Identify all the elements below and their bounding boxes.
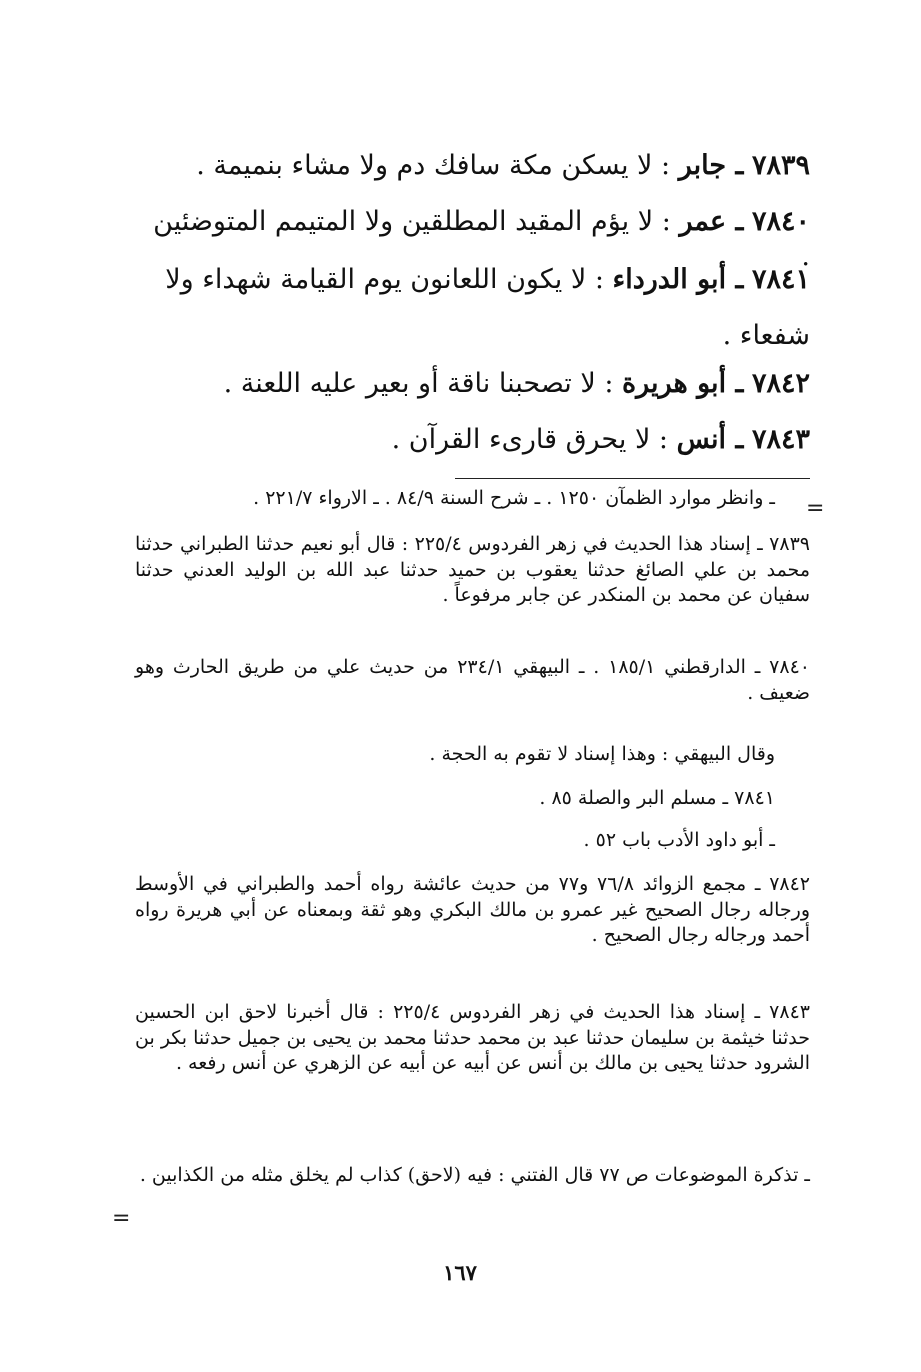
footnote-continued: ـ وانظر موارد الظمآن ١٢٥٠ . ـ شرح السنة ٨٤/٩ . ـ الارواء ٢٢١/٧ . xyxy=(253,487,775,509)
footnote-7842: ٧٨٤٢ ـ مجمع الزوائد ٧٦/٨ و٧٧ من حديث عائشة رواه أحمد والطبراني في الأوسط ورجاله رجال الصحيح غير عمرو بن مالك البكري وهو ثقة وبمعناه عن أبي هريرة رواه أحمد ورجاله رجال الصحيح . xyxy=(135,873,811,947)
hadith-text: : لا يؤم المقيد المطلقين ولا المتيمم المتوضئين . xyxy=(153,206,810,273)
hadith-narrator: أبو هريرة xyxy=(622,368,727,399)
continuation-mark-top: = xyxy=(806,496,825,521)
hadith-number: ٧٨٣٩ xyxy=(751,150,810,181)
hadith-narrator: أنس xyxy=(676,424,727,455)
page-number: ١٦٧ xyxy=(443,1260,477,1285)
hadith-narrator: جابر xyxy=(678,150,727,181)
footnote-7841: ٧٨٤١ ـ مسلم البر والصلة ٨٥ . xyxy=(539,787,775,809)
footnote-7840: ٧٨٤٠ ـ الدارقطني ١٨٥/١ . ـ البيهقي ٢٣٤/١ من حديث علي من طريق الحارث وهو ضعيف . xyxy=(135,656,810,704)
footnote-7839: ٧٨٣٩ ـ إسناد هذا الحديث في زهر الفردوس ٢٢٥/٤ : قال أبو نعيم حدثنا الطبراني حدثنا محمد بن علي الصائغ حدثنا يعقوب بن حميد حدثنا عبد الله بن الوليد العدني حدثنا سفيان عن محمد بن المنكدر عن جابر مرفوعاً . xyxy=(135,533,810,607)
hadith-text: : لا يسكن مكة سافك دم ولا مشاء بنميمة . xyxy=(196,150,671,181)
hadith-text: : لا تصحبنا ناقة أو بعير عليه اللعنة . xyxy=(223,368,614,399)
hadith-number: ٧٨٤١ xyxy=(751,264,810,295)
footnote-7843: ٧٨٤٣ ـ إسناد هذا الحديث في زهر الفردوس ٢٢٥/٤ : قال أخبرنا لاحق ابن الحسين حدثنا خيثمة بن سليمان حدثنا عبد بن محمد حدثنا محمد بن يحيى بن جميل حدثنا بكر بن الشرود حدثنا يحيى بن مالك بن أنس عن أبيه عن أبيه عن الزهري عن أنس رفعه . xyxy=(135,1001,810,1075)
hadith-7840: ٧٨٤٠ ـ عمر : لا يؤم المقيد المطلقين ولا المتيمم المتوضئين . xyxy=(153,206,810,273)
footnote-abudawud: ـ أبو داود الأدب باب ٥٢ . xyxy=(583,829,775,851)
footnote-tadhkira: ـ تذكرة الموضوعات ص ٧٧ قال الفتني : فيه (لاحق) كذاب لم يخلق مثله من الكذابين . xyxy=(139,1164,810,1186)
hadith-number: ٧٨٤٣ xyxy=(751,424,810,455)
hadith-number: ٧٨٤٢ xyxy=(751,368,810,399)
hadith-text: : لا يحرق قارىء القرآن . xyxy=(391,424,669,455)
hadith-7842: ٧٨٤٢ ـ أبو هريرة : لا تصحبنا ناقة أو بعير عليه اللعنة . xyxy=(223,368,810,399)
hadith-text: : لا يكون اللعانون يوم القيامة شهداء ولا xyxy=(165,264,604,295)
hadith-narrator: أبو الدرداء xyxy=(612,264,727,295)
hadith-number: ٧٨٤٠ xyxy=(751,206,810,237)
hadith-7841: ٧٨٤١ ـ أبو الدرداء : لا يكون اللعانون يوم القيامة شهداء ولا xyxy=(165,264,810,295)
footnote-bayhaqi: وقال البيهقي : وهذا إسناد لا تقوم به الحجة . xyxy=(429,743,775,765)
footnote-separator xyxy=(455,478,810,479)
hadith-narrator: عمر xyxy=(679,206,727,237)
hadith-7839: ٧٨٣٩ ـ جابر : لا يسكن مكة سافك دم ولا مشاء بنميمة . xyxy=(196,150,810,181)
continuation-mark-bottom: = xyxy=(112,1206,131,1231)
hadith-7843: ٧٨٤٣ ـ أنس : لا يحرق قارىء القرآن . xyxy=(391,424,810,455)
hadith-7841-continuation: شفعاء . xyxy=(722,320,810,351)
